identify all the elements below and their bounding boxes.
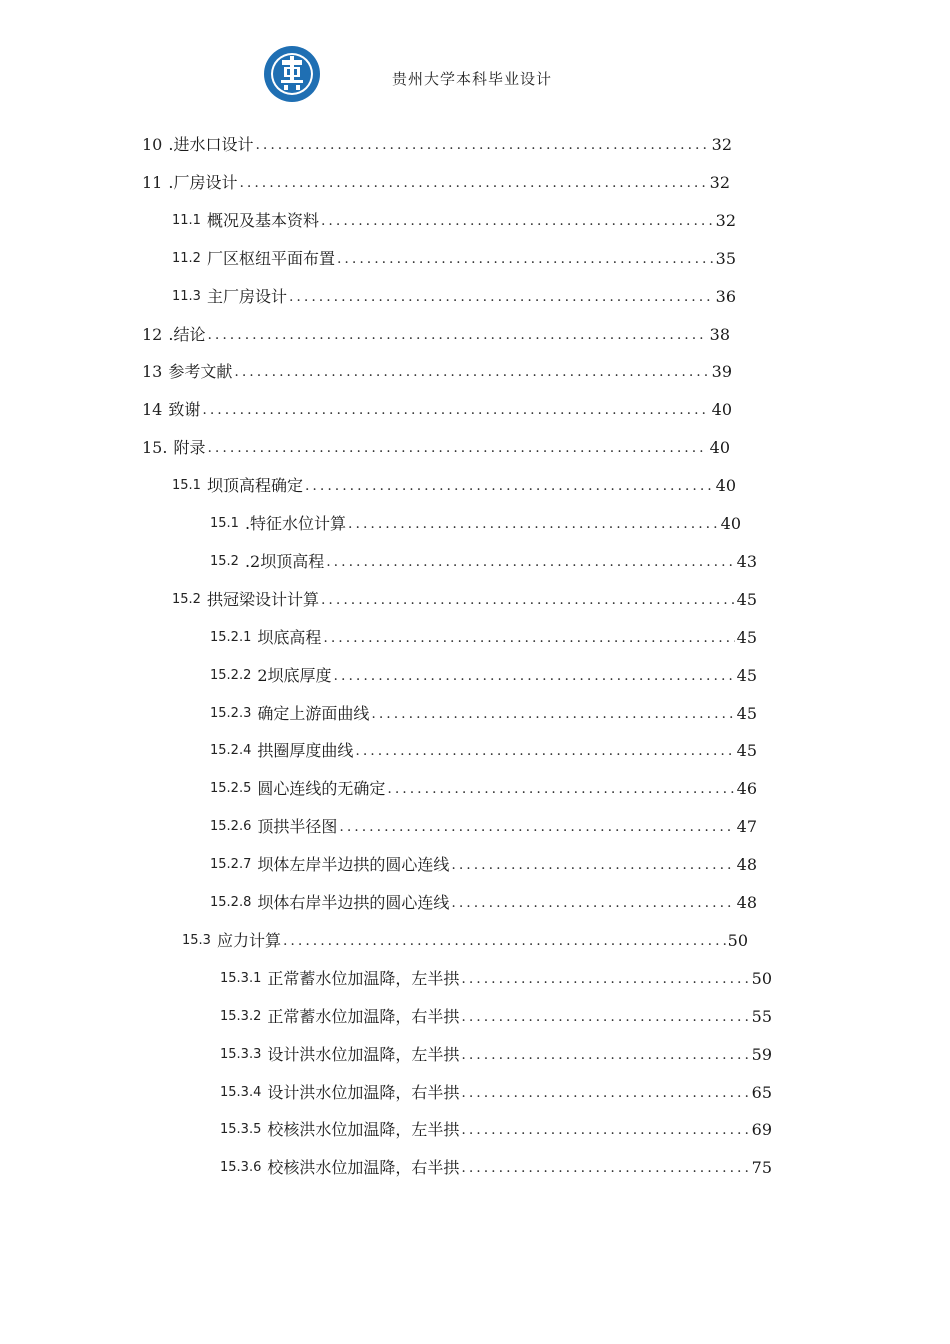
toc-entry-page: 48 — [736, 855, 757, 875]
toc-entry[interactable] — [142, 353, 732, 391]
toc-entry-page: 75 — [751, 1158, 772, 1178]
dot-leader — [334, 657, 735, 695]
dot-leader — [305, 467, 714, 505]
dot-leader — [339, 808, 734, 846]
dot-leader — [461, 1036, 749, 1074]
toc-entry-page: 40 — [709, 438, 730, 458]
toc-entry-title: .2坝顶高程 — [244, 551, 325, 571]
toc-entry-page: 45 — [736, 703, 757, 723]
toc-entry-number: 15.2.5 — [210, 781, 252, 797]
toc-entry-number: 15.2.4 — [210, 743, 252, 759]
toc-entry-title: 应力计算 — [216, 930, 281, 950]
toc-entry[interactable] — [210, 770, 757, 808]
toc-entry-number: 15.2.2 — [210, 667, 252, 683]
toc-entry-number: 15.2.8 — [210, 895, 252, 910]
toc-entry-number: 15.3.5 — [220, 1122, 262, 1138]
toc-entry-number: 15.2.6 — [210, 819, 252, 835]
toc-entry-title: 设计洪水位加温降，右半拱 — [267, 1082, 460, 1102]
dot-leader — [451, 846, 734, 884]
toc-entry-title: 坝体右岸半边拱的圆心连线 — [257, 893, 450, 912]
toc-entry-number: 15.3.4 — [220, 1084, 262, 1100]
toc-entry-page: 45 — [736, 589, 757, 609]
university-logo — [262, 44, 322, 104]
dot-leader — [461, 960, 749, 998]
toc-entry[interactable] — [220, 960, 772, 998]
toc-entry-title: 坝底高程 — [257, 627, 322, 647]
toc-entry-title: .进水口设计 — [168, 135, 254, 154]
toc-entry-title: 确定上游面曲线 — [257, 703, 370, 723]
dot-leader — [323, 619, 734, 657]
toc-entry[interactable] — [220, 1074, 772, 1112]
dot-leader — [461, 998, 749, 1036]
toc-entry-title: 校核洪水位加温降，右半拱 — [267, 1158, 460, 1178]
toc-entry-page: 43 — [736, 551, 757, 571]
toc-entry[interactable] — [142, 316, 730, 354]
toc-entry-title: .厂房设计 — [168, 172, 238, 192]
toc-entry-number: 11 — [142, 172, 163, 192]
toc-entry-number: 15.3.6 — [220, 1160, 262, 1176]
toc-entry-page: 65 — [751, 1082, 772, 1102]
toc-entry-page: 40 — [711, 400, 732, 420]
toc-entry-number: 15. — [142, 438, 168, 458]
dot-leader — [321, 581, 735, 619]
toc-entry-title: 附录 — [173, 438, 206, 458]
toc-entry-number: 15.2.3 — [210, 705, 252, 721]
toc-entry-page: 45 — [736, 665, 757, 685]
dot-leader — [461, 1111, 749, 1149]
toc-entry-page: 40 — [715, 476, 736, 496]
toc-entry-number: 15.1 — [172, 478, 201, 494]
toc-entry-page: 39 — [711, 362, 732, 382]
dot-leader — [348, 505, 719, 543]
toc-entry-number: 15.2 — [210, 553, 239, 569]
dot-leader — [283, 922, 726, 960]
toc-entry[interactable] — [210, 619, 757, 657]
toc-entry[interactable] — [172, 278, 736, 316]
dot-leader — [207, 429, 707, 467]
toc-entry[interactable] — [142, 126, 732, 164]
toc-entry-title: .特征水位计算 — [244, 514, 347, 533]
toc-entry-page: 32 — [711, 135, 732, 154]
toc-entry[interactable] — [210, 884, 757, 922]
toc-entry-page: 38 — [709, 324, 730, 344]
toc-entry-page: 35 — [715, 248, 736, 268]
toc-entry-page: 45 — [736, 627, 757, 647]
toc-entry-number: 15.3.3 — [220, 1046, 262, 1062]
toc-entry-title: 2坝底厚度 — [257, 665, 332, 685]
toc-entry-title: 设计洪水位加温降，左半拱 — [267, 1044, 460, 1064]
toc-entry-title: 圆心连线的无确定 — [257, 779, 386, 799]
dot-leader — [451, 884, 734, 922]
toc-entry-title: 正常蓄水位加温降，左半拱 — [267, 968, 460, 988]
toc-entry-page: 59 — [751, 1044, 772, 1064]
toc-entry-number: 13 — [142, 362, 163, 382]
dot-leader — [207, 316, 707, 354]
dot-leader — [326, 543, 734, 581]
toc-entry[interactable] — [210, 657, 757, 695]
toc-entry[interactable] — [220, 1111, 772, 1149]
toc-entry-title: 拱冠梁设计计算 — [206, 589, 319, 609]
toc-entry-title: 致谢 — [168, 400, 201, 420]
toc-entry[interactable] — [172, 202, 736, 240]
toc-entry-page: 32 — [715, 210, 736, 230]
toc-entry-title: 正常蓄水位加温降，右半拱 — [267, 1006, 460, 1026]
toc-entry-number: 11.2 — [172, 250, 201, 266]
toc-entry[interactable] — [210, 695, 757, 733]
dot-leader — [239, 164, 707, 202]
toc-entry-title: 参考文献 — [168, 362, 233, 382]
toc-entry-title: 概况及基本资料 — [206, 210, 319, 230]
toc-entry-number: 15.2.1 — [210, 629, 252, 645]
page-header — [262, 44, 682, 106]
toc-entry-title: .结论 — [168, 324, 206, 344]
dot-leader — [321, 202, 714, 240]
toc-entry-number: 14 — [142, 400, 163, 420]
toc-entry[interactable] — [220, 998, 772, 1036]
toc-entry-number: 11.3 — [172, 288, 201, 304]
toc-entry[interactable] — [172, 467, 736, 505]
dot-leader — [355, 732, 734, 770]
toc-entry[interactable] — [210, 846, 757, 884]
toc-entry-number: 12 — [142, 324, 163, 344]
toc-entry-title: 顶拱半径图 — [257, 817, 338, 837]
dot-leader — [202, 391, 709, 429]
toc-entry-title: 坝体左岸半边拱的圆心连线 — [257, 855, 450, 875]
dot-leader — [461, 1149, 749, 1187]
toc-entry[interactable] — [142, 391, 732, 429]
toc-entry-page: 50 — [751, 968, 772, 988]
toc-entry[interactable] — [210, 505, 741, 543]
toc-entry[interactable] — [172, 240, 736, 278]
toc-entry-number: 15.2.7 — [210, 857, 252, 873]
toc-entry-title: 厂区枢纽平面布置 — [206, 248, 335, 268]
dot-leader — [461, 1074, 749, 1112]
dot-leader — [337, 240, 714, 278]
dot-leader — [289, 278, 714, 316]
toc-entry-page: 46 — [736, 779, 757, 799]
toc-entry[interactable] — [182, 922, 748, 960]
toc-entry[interactable] — [172, 581, 757, 619]
dot-leader — [234, 353, 709, 391]
toc-entry-number: 15.1 — [210, 516, 239, 531]
toc-entry-title: 坝顶高程确定 — [206, 476, 303, 496]
toc-entry[interactable] — [142, 164, 730, 202]
toc-entry-page: 69 — [751, 1120, 772, 1140]
toc-entry-number: 11.1 — [172, 212, 201, 228]
dot-leader — [255, 126, 709, 164]
toc-entry-page: 32 — [709, 172, 730, 192]
header-title: 贵州大学本科毕业设计 — [392, 70, 553, 88]
toc-entry-title: 校核洪水位加温降，左半拱 — [267, 1120, 460, 1140]
toc-entry-page: 36 — [715, 286, 736, 306]
toc-entry-page: 45 — [736, 741, 757, 761]
toc-entry-number: 15.3.2 — [220, 1008, 262, 1024]
toc-entry-page: 40 — [720, 514, 741, 533]
toc-entry-number: 15.3 — [182, 932, 211, 948]
toc-entry-number: 15.2 — [172, 591, 201, 607]
dot-leader — [387, 770, 734, 808]
dot-leader — [371, 695, 734, 733]
toc-entry-page: 50 — [727, 930, 748, 950]
toc-entry[interactable] — [210, 732, 757, 770]
toc-entry-page: 55 — [751, 1006, 772, 1026]
toc-entry[interactable] — [210, 808, 757, 846]
toc-entry[interactable] — [220, 1149, 772, 1187]
toc-entry-title: 拱圈厚度曲线 — [257, 741, 354, 761]
toc-entry-number: 10 — [142, 135, 163, 154]
toc-entry-number: 15.3.1 — [220, 970, 262, 986]
toc-entry-page: 48 — [736, 893, 757, 912]
toc-entry[interactable] — [210, 543, 757, 581]
toc-entry-page: 47 — [736, 817, 757, 837]
toc-entry[interactable] — [220, 1036, 772, 1074]
toc-entry[interactable] — [142, 429, 730, 467]
toc-entry-title: 主厂房设计 — [206, 286, 287, 306]
